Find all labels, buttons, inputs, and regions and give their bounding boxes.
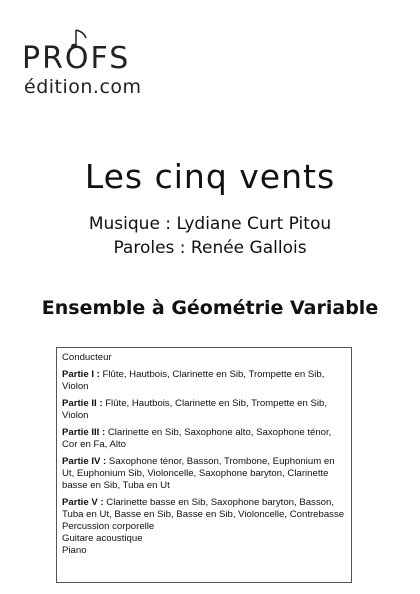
- part-item: [62, 369, 346, 393]
- part-label: Partie II :: [62, 398, 103, 409]
- instrumentation-list: [56, 347, 352, 583]
- logo-subtext: édition.com: [24, 76, 142, 98]
- part-label: Partie V :: [62, 497, 104, 508]
- music-credit: Musique : Lydiane Curt Pitou: [88, 214, 332, 234]
- part-instruments: Flûte, Hautbois, Clarinette en Sib, Trompette en Sib, Violon: [62, 398, 328, 421]
- part-instruments: Guitare acoustique: [62, 533, 143, 544]
- score-title: Les cinq vents: [84, 157, 336, 196]
- ensemble-subtitle: Ensemble à Géométrie Variable: [41, 297, 379, 319]
- part-instruments: Percussion corporelle: [62, 521, 155, 532]
- part-item: [62, 352, 346, 364]
- part-item: [62, 398, 346, 422]
- part-item: [62, 427, 346, 451]
- lyrics-credit: Paroles : Renée Gallois: [113, 238, 307, 258]
- part-label: Partie III :: [62, 427, 106, 438]
- part-instruments: Saxophone ténor, Basson, Trombone, Euphonium en Ut, Euphonium Sib, Violoncelle, Saxophone baryton, Clarinette basse en Sib, Tuba en Ut: [62, 456, 335, 491]
- part-item: [62, 521, 346, 533]
- part-item: [62, 545, 346, 557]
- part-label: Partie I :: [62, 369, 100, 380]
- part-instruments: Clarinette en Sib, Saxophone alto, Saxophone ténor, Cor en Fa, Alto: [62, 427, 332, 450]
- part-instruments: Conducteur: [62, 352, 112, 363]
- logo-brand: PROFS: [22, 41, 131, 76]
- part-item: [62, 533, 346, 545]
- part-instruments: Flûte, Hautbois, Clarinette en Sib, Trompette en Sib, Violon: [62, 369, 325, 392]
- part-instruments: Piano: [62, 545, 87, 556]
- part-instruments: Clarinette basse en Sib, Saxophone baryton, Basson, Tuba en Ut, Basse en Sib, Basse en Sib, Violoncelle, Contrebasse: [62, 497, 345, 520]
- publisher-logo: [22, 26, 162, 106]
- part-item: [62, 497, 346, 521]
- part-item: [62, 456, 346, 492]
- part-label: Partie IV :: [62, 456, 107, 467]
